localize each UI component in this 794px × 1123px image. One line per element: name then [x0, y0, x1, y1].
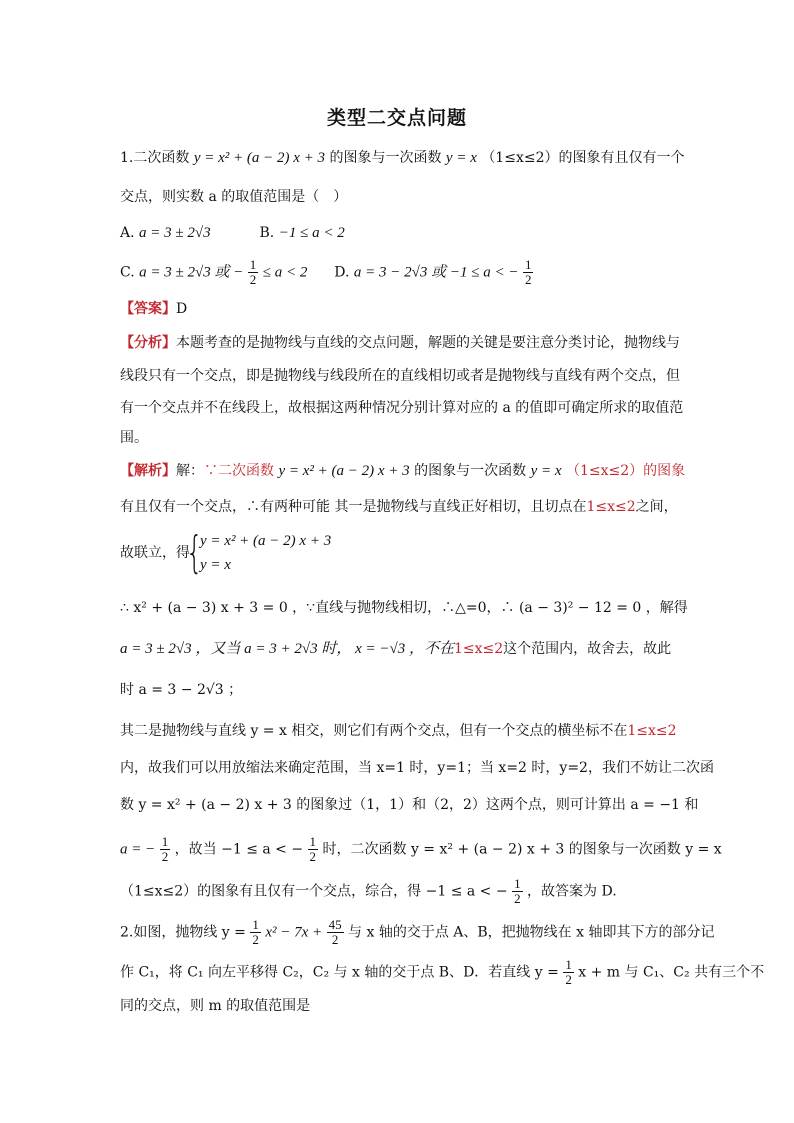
system-equation-2: y = x — [200, 557, 231, 573]
q1-options-cd — [120, 258, 533, 287]
fraction-half: $\frac{1}{2}$ — [524, 257, 532, 287]
fraction-half: $\frac{1}{2}$ — [565, 957, 572, 987]
solution-text: 其二是抛物线与直线 y = x 相交，则它们有两个交点，但有一个交点的横坐标不在 — [120, 723, 628, 739]
q2-text: 与 x 轴的交于点 A、B，把抛物线在 x 轴即其下方的部分记 — [348, 924, 715, 941]
answer-line — [120, 299, 187, 319]
solution-line-8: 内，故我们可以用放缩法来确定范围，当 x=1 时，y=1；当 x=2 时，y=2，我们不妨让二次函 — [120, 760, 714, 776]
q1-equation: y = x — [445, 150, 477, 166]
solution-line-2 — [120, 497, 678, 517]
q2-text: 作 C₁，将 C₁ 向左平移得 C₂，C₂ 与 x 轴的交于点 B、D．若直线 y = — [120, 964, 559, 981]
analysis-text: 本题考查的是抛物线与直线的交点问题，解题的关键是要注意分类讨论，抛物线与 — [176, 335, 680, 351]
solution-line-4: ∴ x² + (a − 3) x + 3 = 0 ，∵直线与抛物线相切，∴△=0，∴ (a − 3)² − 12 = 0 ，解得 — [120, 600, 688, 616]
q1-line-1 — [120, 148, 684, 168]
option-b-label: B. — [259, 225, 275, 241]
option-d: a = 3 − 2√3 或 −1 ≤ a < − — [353, 264, 519, 281]
option-d-label: D. — [334, 264, 350, 281]
option-b: −1 ≤ a < 2 — [278, 225, 345, 241]
solution-text: a = 3 ± 2√3 ，又当 a = 3 + 2√3 时， x = −√3 ，不在 — [120, 641, 454, 657]
solution-text: 时，二次函数 y = x² + (a − 2) x + 3 的图象与一次函数 y = x — [322, 841, 722, 858]
q2-line-1 — [120, 918, 714, 947]
solution-line-10 — [120, 835, 722, 864]
solution-text: a = − — [120, 841, 156, 858]
solution-line-6: 时 a = 3 − 2√3 ； — [120, 682, 243, 698]
solution-text: ，故答案为 D. — [527, 883, 617, 900]
analysis-line-4: 围。 — [120, 430, 148, 446]
q1-text: （1≤x≤2）的图象有且仅有一个 — [481, 150, 685, 166]
solution-line-11 — [120, 877, 617, 906]
q2-text: 2.如图，抛物线 y = — [120, 924, 246, 941]
solution-equation: y = x² + (a − 2) x + 3 — [278, 463, 410, 479]
q2-equation: x² − 7x + — [265, 924, 323, 941]
answer-value: D — [176, 301, 188, 317]
solution-text: 这个范围内，故舍去，故此 — [503, 641, 672, 657]
solution-line-9: 数 y = x² + (a − 2) x + 3 的图象过（1，1）和（2，2）这两个点，则可计算出 a = −1 和 — [120, 797, 699, 813]
option-a-label: A. — [120, 225, 135, 241]
q1-text: 的图象与一次函数 — [329, 150, 442, 166]
option-c: a = 3 ± 2√3 或 − — [139, 264, 244, 281]
system-equation-1: y = x² + (a − 2) x + 3 — [200, 533, 332, 549]
q1-line-2: 交点，则实数 a 的取值范围是（ ） — [120, 189, 348, 205]
solution-equation: y = x — [530, 463, 562, 479]
q1-options-ab — [120, 223, 345, 243]
solution-line-5 — [120, 639, 671, 659]
q2-line-3: 同的交点，则 m 的取值范围是 — [120, 998, 311, 1014]
analysis-line-1 — [120, 333, 680, 353]
solution-tag: 【解析】 — [120, 463, 176, 479]
analysis-line-2: 线段只有一个交点，即是抛物线与线段所在的直线相切或者是抛物线与直线有两个交点，但 — [120, 368, 680, 384]
q2-text: x + m 与 C₁、C₂ 共有三个不 — [578, 964, 765, 981]
solution-text: 解： — [176, 463, 204, 479]
solution-text: 有且仅有一个交点，∴有两种可能 其一是抛物线与直线正好相切，且切点在 — [120, 499, 587, 515]
solution-highlight: （1≤x≤2）的图象 — [565, 463, 686, 479]
left-brace: { — [186, 527, 203, 578]
solution-line-1 — [120, 461, 685, 481]
solution-text: ，故当 −1 ≤ a < − — [174, 841, 304, 858]
analysis-line-3: 有一个交点并不在线段上，故根据这两种情况分别计算对应的 a 的值即可确定所求的取值范 — [120, 400, 684, 416]
solution-text: （1≤x≤2）的图象有且仅有一个交点，综合，得 −1 ≤ a < − — [120, 883, 508, 900]
fraction-half: $\frac{1}{2}$ — [252, 917, 259, 947]
q1-equation: y = x² + (a − 2) x + 3 — [193, 150, 326, 166]
answer-tag: 【答案】 — [120, 301, 176, 317]
solution-line-3: 故联立，得 — [120, 545, 190, 561]
q2-line-2 — [120, 958, 764, 987]
solution-text: 的图象与一次函数 — [414, 463, 527, 479]
solution-highlight: 1≤x≤2 — [627, 723, 677, 739]
fraction-half: $\frac{1}{2}$ — [309, 834, 317, 864]
option-c: ≤ a < 2 — [262, 264, 308, 281]
solution-line-7 — [120, 721, 677, 741]
solution-highlight: ∵二次函数 — [204, 463, 274, 479]
analysis-tag: 【分析】 — [120, 335, 176, 351]
page-title: 类型二交点问题 — [326, 107, 467, 129]
fraction-half: $\frac{1}{2}$ — [249, 257, 257, 287]
solution-highlight: 1≤x≤2 — [586, 499, 636, 515]
fraction-45-over-2: $\frac{45}{2}$ — [328, 917, 342, 947]
q1-text: 1.二次函数 — [120, 150, 190, 166]
option-c-label: C. — [120, 264, 135, 281]
solution-text: 之间， — [635, 499, 678, 515]
solution-highlight: 1≤x≤2 — [453, 641, 504, 657]
fraction-half: $\frac{1}{2}$ — [514, 876, 521, 906]
fraction-half: $\frac{1}{2}$ — [161, 834, 169, 864]
option-a: a = 3 ± 2√3 — [139, 225, 211, 241]
